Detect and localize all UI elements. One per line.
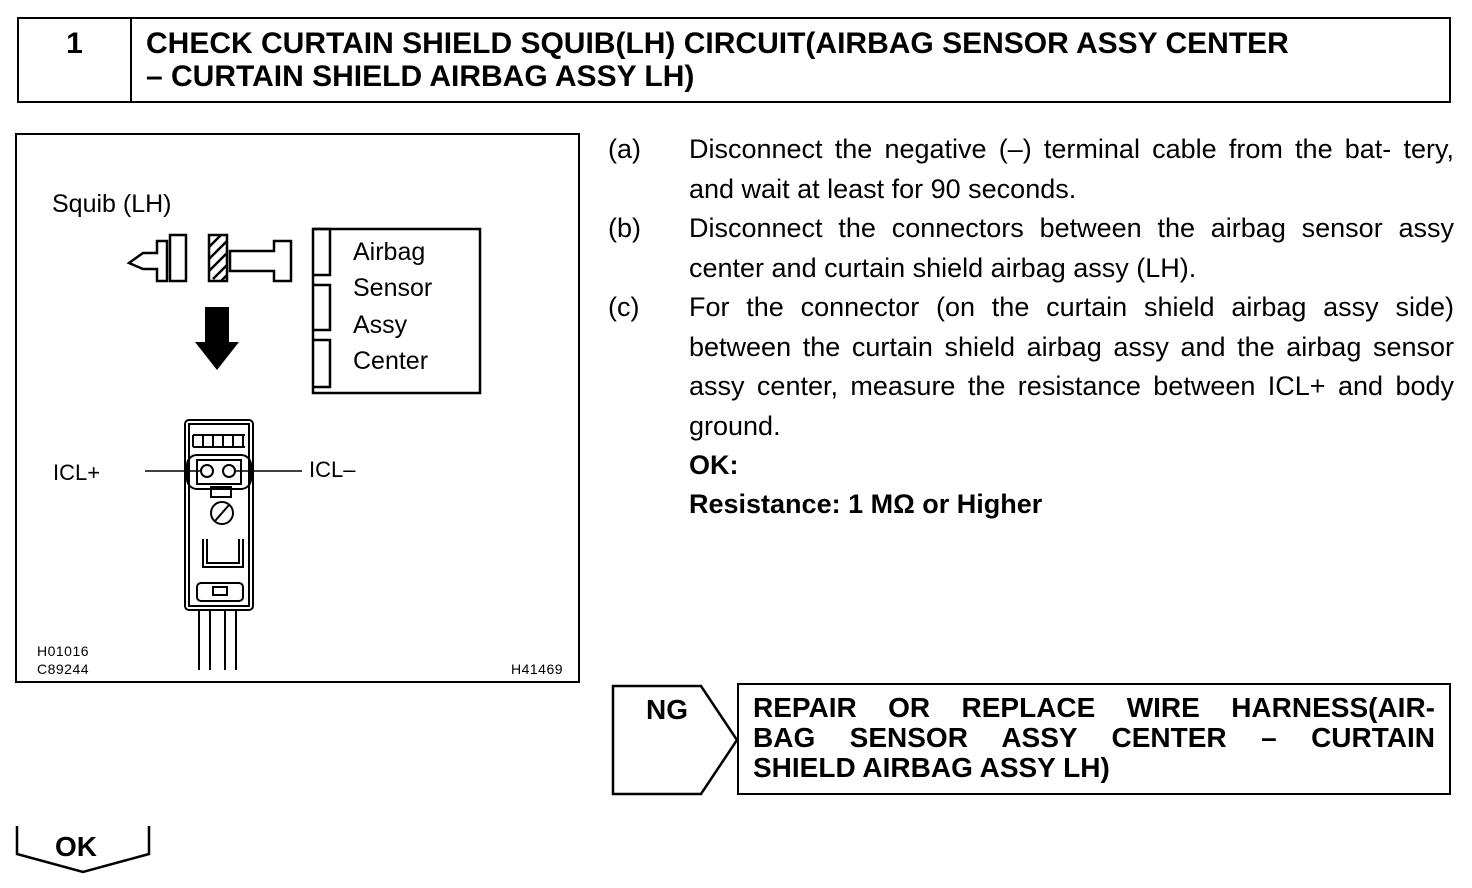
ng-result-line-2: BAG SENSOR ASSY CENTER – CURTAIN <box>753 722 1435 753</box>
ok-spec-block <box>608 446 1454 524</box>
ok-tag-label: OK <box>55 831 97 862</box>
step-mark: (c) <box>608 292 640 322</box>
instruction-step <box>608 288 1454 446</box>
figure-code-2: C89244 <box>37 661 90 677</box>
resistance-spec: Resistance: 1 MΩ or Higher <box>689 489 1043 519</box>
ng-tag-label: NG <box>646 694 688 725</box>
step-text: For the connector (on the curtain shield airbag assy side) between the curtain shield airbag assy and the airbag sensor assy center, measure the resistance between ICL+ and body ground. <box>689 292 1454 441</box>
step-mark: (a) <box>608 134 641 164</box>
harness-connector-icon <box>230 241 291 281</box>
ng-result-line-1: REPAIR OR REPLACE WIRE HARNESS(AIR- <box>753 692 1435 723</box>
step-text: Disconnect the negative (–) terminal cable from the bat- tery, and wait at least for 90 seconds. <box>689 134 1454 204</box>
instructions <box>608 130 1454 524</box>
down-arrow-icon <box>195 307 239 370</box>
ecu-label-line-4: Center <box>353 347 429 375</box>
step-title-line-2: – CURTAIN SHIELD AIRBAG ASSY LH) <box>146 60 695 93</box>
ng-result-box <box>737 683 1451 795</box>
step-mark: (b) <box>608 213 641 243</box>
ecu-label-line-3: Assy <box>353 311 408 339</box>
terminal-label-icl-plus: ICL+ <box>53 460 101 485</box>
instruction-step <box>608 209 1454 288</box>
ecu-label-line-2: Sensor <box>353 274 433 302</box>
ng-result-line-3: SHIELD AIRBAG ASSY LH) <box>753 752 1110 783</box>
squib-plug-icon <box>129 241 167 281</box>
step-title-line-1: CHECK CURTAIN SHIELD SQUIB(LH) CIRCUIT(AIRBAG SENSOR ASSY CENTER <box>146 27 1289 60</box>
terminal-label-icl-minus: ICL– <box>309 457 356 482</box>
ecu-label-line-1: Airbag <box>353 238 426 266</box>
squib-plug-body-icon <box>170 235 186 281</box>
step-text: Disconnect the connectors between the airbag sensor assy center and curtain shield airbag assy (LH). <box>689 213 1454 283</box>
ok-label: OK: <box>689 450 739 480</box>
step-number: 1 <box>19 19 132 101</box>
squib-label: Squib (LH) <box>52 190 172 218</box>
instruction-step <box>608 130 1454 209</box>
figure-code-1: H01016 <box>37 643 90 659</box>
step-header <box>17 17 1451 103</box>
figure-code-3: H41469 <box>511 661 564 677</box>
connector-diagram <box>15 133 580 683</box>
step-title <box>132 19 1449 101</box>
